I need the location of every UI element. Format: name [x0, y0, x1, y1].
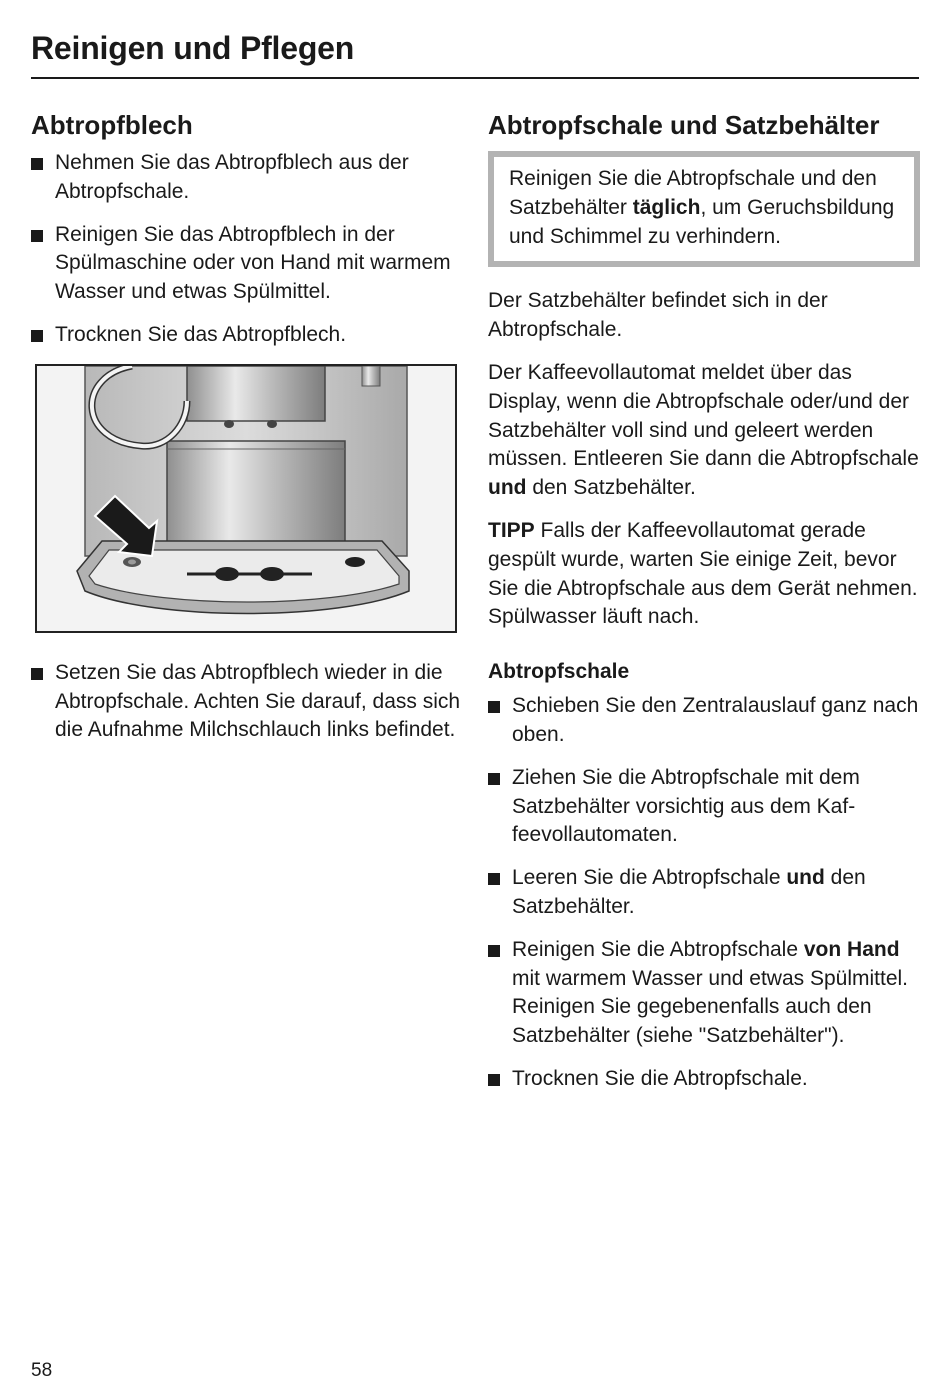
step-text: Setzen Sie das Abtropfblech wieder in die Abtropfschale. Achten Sie darauf, dass sich die Aufnahme Milchschlauch links befindet.	[55, 660, 461, 742]
tip-text: Falls der Kaffeevollautomat gerade gespült wurde, warten Sie einige Zeit, bevor Sie die Abtropfschale aus dem Gerät nehmen. Spülwasser läuft nach.	[488, 518, 918, 629]
list-item	[31, 221, 461, 307]
paragraph-part: den Satzbehälter.	[526, 476, 696, 500]
abtropfblech-steps	[31, 149, 461, 350]
tip-paragraph	[488, 517, 920, 632]
list-item	[488, 864, 920, 922]
list-item	[488, 1065, 920, 1094]
paragraph-part: Der Kaffeevollautomat meldet über das Display, wenn die Abtropfschale oder/und der Satzbehälter voll sind und geleert werden müssen. Entleeren Sie dann die Abtropfschale	[488, 360, 919, 471]
step-text-bold: und	[786, 866, 825, 890]
page-number: 58	[31, 1360, 53, 1381]
list-item	[488, 692, 920, 750]
list-item	[31, 659, 461, 745]
bullet-square-icon	[488, 1074, 500, 1086]
left-column	[31, 108, 461, 759]
bullet-square-icon	[31, 158, 43, 170]
page-header	[31, 30, 919, 79]
list-item	[488, 764, 920, 850]
section-heading-abtropfblech: Abtropfblech	[31, 110, 193, 140]
step-text: den Satzbehälter.	[512, 866, 866, 918]
step-text: Leeren Sie die Abtropfschale	[512, 866, 787, 890]
bullet-square-icon	[31, 230, 43, 242]
right-column	[488, 108, 920, 1108]
abtropfschale-steps	[488, 692, 920, 1094]
bullet-square-icon	[31, 330, 43, 342]
step-text: Reinigen Sie die Abtropfschale	[512, 937, 804, 961]
paragraph: Der Satzbehälter befindet sich in der Abtropfschale.	[488, 289, 828, 342]
note-text-part: Reinigen Sie die Abtropfschale und den Satzbehälter	[509, 167, 877, 219]
bullet-square-icon	[488, 701, 500, 713]
step-text: Trocknen Sie das Abtropfblech.	[55, 322, 347, 346]
step-text: Ziehen Sie die Abtropfschale mit dem Satzbehälter vorsichtig aus dem Kaffeevollautomaten.	[512, 765, 860, 847]
bullet-square-icon	[488, 945, 500, 957]
list-item	[31, 321, 461, 350]
paragraph-bold: und	[488, 476, 527, 500]
drip-tray-illustration	[35, 364, 457, 633]
note-box	[488, 151, 920, 267]
step-text: Nehmen Sie das Abtropfblech aus der Abtropfschale.	[55, 151, 409, 203]
paragraph	[488, 359, 920, 503]
step-text-bold: von Hand	[803, 937, 900, 961]
note-text-part: , um Geruchsbildung und Schimmel zu verhindern.	[509, 195, 895, 248]
step-text: Reinigen Sie das Abtropfblech in der Spülmaschine oder von Hand mit warmem Wasser und etwas Spülmittel.	[55, 222, 451, 304]
list-item	[488, 936, 920, 1051]
page-title: Reinigen und Pflegen	[31, 30, 355, 66]
bullet-square-icon	[31, 668, 43, 680]
abtropfblech-steps-after	[31, 659, 461, 745]
step-text: Trocknen Sie die Abtropfschale.	[512, 1066, 808, 1090]
bullet-square-icon	[488, 873, 500, 885]
step-text: mit warmem Wasser und etwas Spülmittel. Reinigen Sie gegebenenfalls auch den Satzbehälter (siehe "Satzbehälter").	[512, 966, 908, 1048]
note-text	[509, 165, 900, 251]
bullet-square-icon	[488, 773, 500, 785]
list-item	[31, 149, 461, 207]
section-heading-abtropfschale-satzbehaelter: Abtropfschale und Satzbehälter	[488, 110, 880, 140]
note-text-bold: täglich	[632, 195, 701, 219]
tip-label: TIPP	[488, 518, 535, 542]
step-text: Schieben Sie den Zentralauslauf ganz nach oben.	[512, 694, 919, 746]
subheading-abtropfschale: Abtropfschale	[488, 660, 630, 684]
